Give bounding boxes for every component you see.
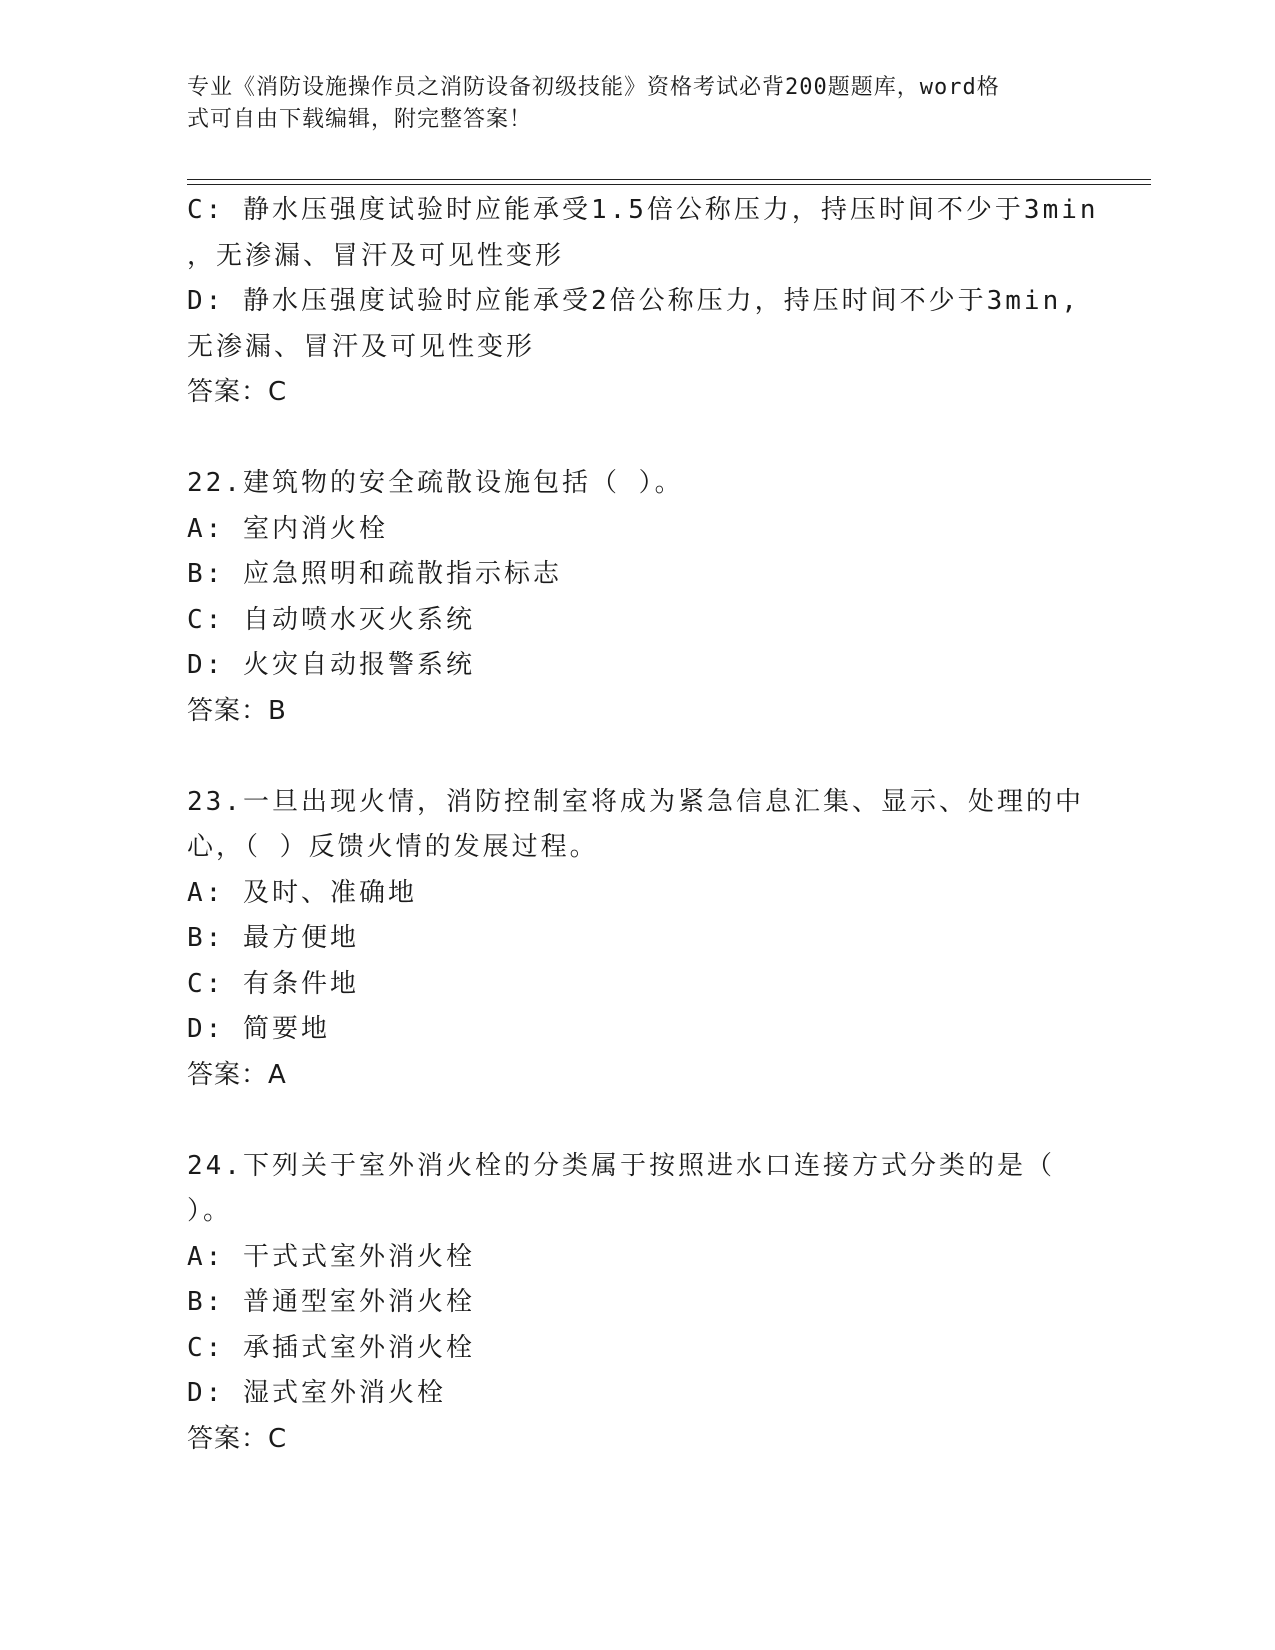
q21-option-d-line-2: 无渗漏、冒汗及可见性变形 <box>187 331 536 362</box>
q23-answer: 答案：A <box>187 1059 287 1090</box>
question-21-block <box>187 188 1099 416</box>
q24-question-line-1: 24.下列关于室外消火栓的分类属于按照进水口连接方式分类的是（ <box>187 1150 1055 1181</box>
q22-answer: 答案：B <box>187 695 287 726</box>
q24-option-a: A: 干式式室外消火栓 <box>187 1241 475 1272</box>
question-23-block <box>187 780 1087 1099</box>
spacer <box>187 1098 1087 1144</box>
q21-option-c-line-1: C: 静水压强度试验时应能承受1.5倍公称压力，持压时间不少于3min <box>187 195 1099 225</box>
q22-option-d: D: 火灾自动报警系统 <box>187 650 475 680</box>
q24-answer: 答案：C <box>187 1423 288 1454</box>
q24-option-c: C: 承插式室外消火栓 <box>187 1332 475 1363</box>
q23-option-c: C: 有条件地 <box>187 968 359 999</box>
header-title-line-2: 式可自由下载编辑，附完整答案！ <box>187 107 533 132</box>
spacer <box>187 734 1087 780</box>
q21-answer: 答案：C <box>187 377 288 407</box>
q23-question-line-2: 心，（ ）反馈火情的发展过程。 <box>187 832 599 862</box>
header-title-line-1: 专业《消防设施操作员之消防设备初级技能》资格考试必背200题题库，word格 <box>187 75 1000 100</box>
q22-option-c: C: 自动喷水灭火系统 <box>187 604 475 635</box>
question-list <box>187 188 1099 1462</box>
q22-option-a: A: 室内消火栓 <box>187 513 388 544</box>
q24-option-b: B: 普通型室外消火栓 <box>187 1287 475 1317</box>
question-24-block <box>187 1144 1087 1463</box>
q22-option-b: B: 应急照明和疏散指示标志 <box>187 559 562 589</box>
q21-option-c-line-2: ，无渗漏、冒汗及可见性变形 <box>187 240 565 271</box>
q23-option-a: A: 及时、准确地 <box>187 877 417 908</box>
q23-option-d: D: 简要地 <box>187 1014 330 1044</box>
header-divider-top <box>187 179 1151 180</box>
spacer <box>187 416 1087 462</box>
q24-question-line-2: ）。 <box>187 1196 233 1226</box>
q21-option-d-line-1: D: 静水压强度试验时应能承受2倍公称压力，持压时间不少于3min, <box>187 286 1080 316</box>
document-header <box>187 72 1067 136</box>
question-22-block <box>187 461 1087 734</box>
q23-question-line-1: 23.一旦出现火情，消防控制室将成为紧急信息汇集、显示、处理的中 <box>187 786 1084 817</box>
header-divider-bottom <box>187 184 1151 185</box>
q23-option-b: B: 最方便地 <box>187 923 359 953</box>
q22-question: 22.建筑物的安全疏散设施包括（ ）。 <box>187 468 684 498</box>
q24-option-d: D: 湿式室外消火栓 <box>187 1378 446 1408</box>
